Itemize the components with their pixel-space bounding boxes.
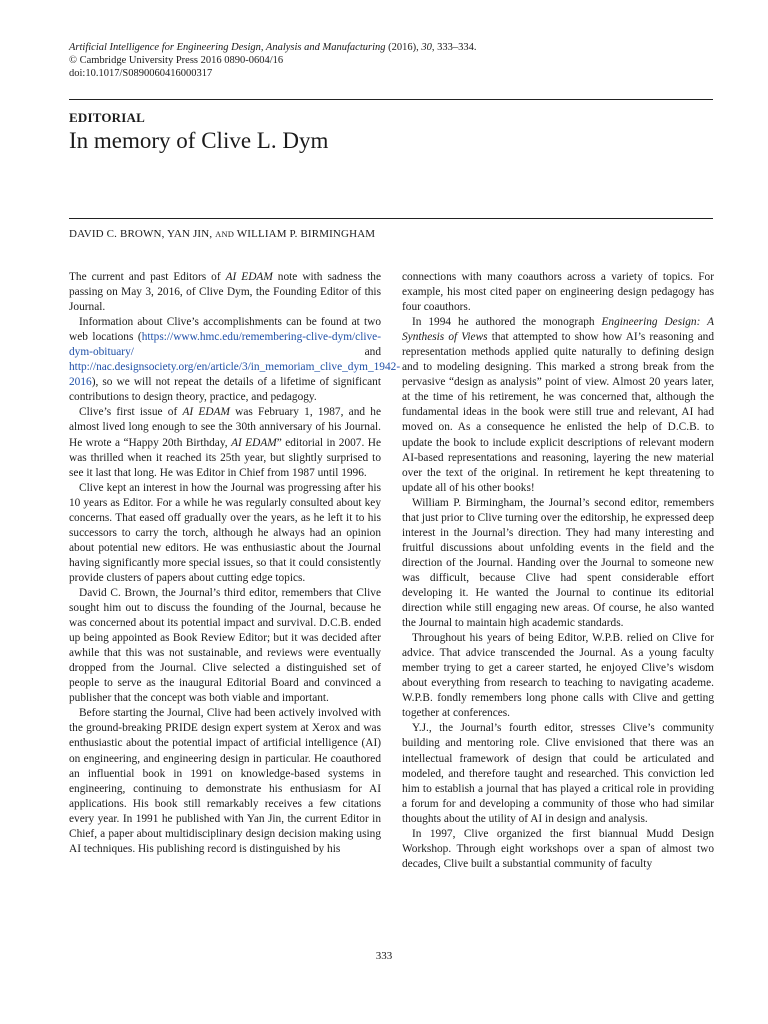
paragraph: In 1997, Clive organized the first biannual Mudd Design Workshop. Through eight workshops over a span of almost two decades, Clive built a substantial community of faculty [402, 827, 714, 870]
paragraph: Throughout his years of being Editor, W.P.B. relied on Clive for advice. That advice transcended the Journal. As a young faculty member trying to get a career started, he enjoyed Clive’s wisdom about everything from research to teaching to navigating academe. W.P.B. fondly remembers long phone calls with Clive and getting together at conferences. [402, 632, 714, 720]
article-title: In memory of Clive L. Dym [69, 128, 329, 153]
obituary-link[interactable]: https://www.hmc.edu/remembering-clive-dym/clive-dym-obituary/ [69, 331, 381, 359]
doi-line: doi:10.1017/S0890060416000317 [69, 68, 213, 79]
paragraph: connections with many coauthors across a variety of topics. For example, his most cited paper on engineering design pedagogy has four coauthors. [402, 271, 714, 314]
paragraph: Y.J., the Journal’s fourth editor, stresses Clive’s community building and mentoring role. Clive envisioned that there was an intellectual framework of design that could be articulated and modeled, and therefore taught and researched. This conviction led him to establish a journal that has played a critical role in providing a forum for and developing a community of those who had similar thoughts about the utility of AI in design and analysis. [402, 722, 714, 825]
author-line: DAVID C. BROWN, YAN JIN, AND WILLIAM P. BIRMINGHAM [69, 228, 376, 240]
journal-header [69, 41, 709, 80]
left-column [69, 270, 401, 857]
section-label: EDITORIAL [69, 110, 145, 125]
copyright-line: © Cambridge University Press 2016 0890-0604/16 [69, 55, 284, 66]
design-society-link[interactable]: http://nac.designsociety.org/en/article/3/in_memoriam_clive_dym_1942-2016 [69, 361, 401, 389]
journal-name: Artificial Intelligence for Engineering Design, Analysis and Manufacturing [69, 42, 386, 53]
page-number: 333 [375, 950, 393, 962]
paragraph: Information about Clive’s accomplishments can be found at two web locations (https://www.hmc.edu/remembering-clive-dym/clive-dym-obituary/ and http://nac.designsociety.org/en/article/3/in_memoriam_clive_dym_1942-2016), so we will not repeat the details of a lifetime of significant contributions to design theory, practice, and pedagogy. [69, 316, 401, 404]
right-column [402, 270, 714, 872]
top-divider [69, 99, 713, 100]
paragraph: Before starting the Journal, Clive had been actively involved with the ground-breaking PRIDE design expert system at Xerox and was enthusiastic about the potential impact of artificial intelligence (AI) on engineering, and engineering design in particular. He coauthored an influential book in 1991 on knowledge-based systems in engineering, continuing to demonstrate his enthusiasm for AI applications. His book still remarkably receives a few citations every year. In 1991 he published with Yan Jin, the current Editor in Chief, a paper about multidisciplinary design decision making using AI techniques. His publishing record is distinguished by his [69, 707, 381, 855]
author-divider [69, 218, 713, 219]
citation-line: Artificial Intelligence for Engineering Design, Analysis and Manufacturing (2016), 30, 333–334. [69, 42, 477, 53]
paragraph: Clive’s first issue of AI EDAM was February 1, 1987, and he almost lived long enough to see the 30th anniversary of his Journal. He wrote a “Happy 20th Birthday, AI EDAM” editorial in 2007. He was thrilled when it reached its 25th year, but slightly surprised to see it last that long. He was Editor in Chief from 1987 until 1996. [69, 406, 381, 479]
paragraph: The current and past Editors of AI EDAM note with sadness the passing on May 3, 2016, of Clive Dym, the Founding Editor of this Journal. [69, 271, 381, 314]
paragraph: In 1994 he authored the monograph Engineering Design: A Synthesis of Views that attempted to show how AI’s reasoning and representation methods applied quite naturally to defining design and to modeling designing. This marked a strong break from the pervasive “design as analysis” point of view. Almost 20 years later, at the time of his retirement, he was concerned that, although the fundamental ideas in the book were still true and relevant, AI had moved on. As a consequence he enlisted the help of D.C.B. to update the book to include explicit descriptions of relevant modern AI-based representations and reasoning, layering the new material over the text of the original. In retirement he kept threatening to update all of his other books! [402, 316, 715, 494]
paragraph: William P. Birmingham, the Journal’s second editor, remembers that just prior to Clive turning over the editorship, he expressed deep interest in the Journal’s direction. They had many interesting and fruitful discussions about unfolding events in the field and the direction of the Journal. Handing over the Journal to someone new was difficult, because Clive had spent considerable effort developing it. He wanted the Journal to continue its editorial direction while still engaging new areas. Of course, he also wanted the Journal to maintain high academic standards. [402, 496, 714, 630]
paragraph: David C. Brown, the Journal’s third editor, remembers that Clive sought him out to discuss the founding of the Journal, because he was concerned about its potential impact and survival. D.C.B. ended up being appointed as Book Review Editor; but it was decided after awhile that this was not sustainable, and reviews were eventually dropped from the Journal. Clive selected a distinguished set of people to serve as the inaugural Editorial Board and convinced a publisher that the concept was both viable and important. [69, 586, 381, 705]
paragraph: Clive kept an interest in how the Journal was progressing after his 10 years as Editor. For a while he was regularly consulted about key concerns. That eased off gradually over the years, as he left it to his successors to carry the torch, although he always had an opinion about potential new editors. He was enthusiastic about the Journal having significantly more special issues, so that it could consistently provide clusters of papers about cutting edge topics. [69, 481, 381, 584]
